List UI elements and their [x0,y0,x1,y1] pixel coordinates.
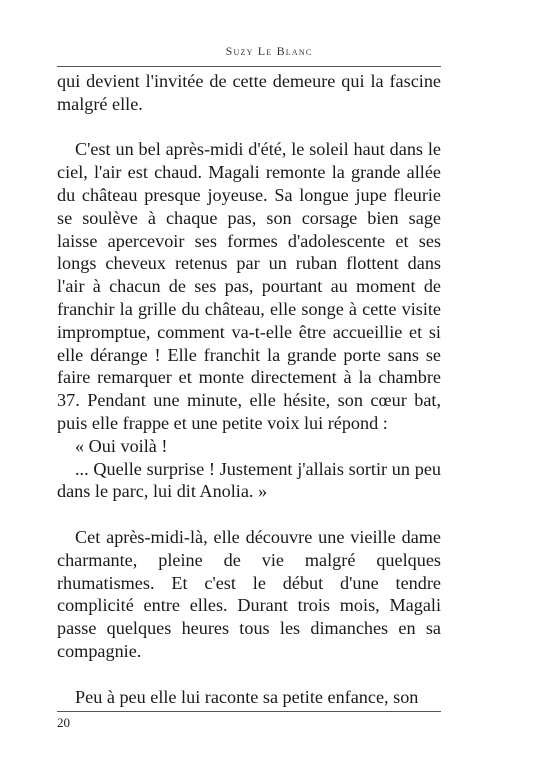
paragraph-continuation: qui devient l'invitée de cette demeure qui la fascine malgré elle. [57,71,441,114]
footer-rule [57,711,441,712]
page-number: 20 [57,715,70,730]
paragraph-chateau-visit: C'est un bel après-midi d'été, le soleil haut dans le ciel, l'air est chaud. Magali remonte la grande allée du château presque joyeuse. Sa longue jupe fleurie se soulève à chaque pas, son corsage bien sage laisse apercevoir ses formes d'adolescente et ses longs cheveux retenus par un ruban flottent dans l'air à chacun de ses pas, pourtant au moment de franchir la grille du château, elle songe à cette visite impromptue, comment va-t-elle être accueillie et si elle dérange ! Elle franchit la grande porte sans se faire remarquer et monte directement à la chambre 37. Pendant une minute, elle hésite, son cœur bat, puis elle frappe et une petite voix lui répond : [57,139,441,433]
paragraph-childhood: Peu à peu elle lui raconte sa petite enfance, son [75,686,419,707]
paragraph-first-meeting: Cet après-midi-là, elle découvre une vieille dame charmante, pleine de vie malgré quelques rhumatismes. Et c'est le début d'une tendre complicité entre elles. Durant trois mois, Magali passe quelques heures tous les dimanches en sa compagnie. [57,526,441,661]
page-body [57,70,441,708]
dialogue-line-quelle-surprise: ... Quelle surprise ! Justement j'allais sortir un peu dans le parc, lui dit Anolia. » [57,458,441,502]
dialogue-line-oui-voila: « Oui voilà ! [75,435,168,456]
running-header: Suzy Le Blanc [225,44,313,58]
header-rule [57,66,441,67]
